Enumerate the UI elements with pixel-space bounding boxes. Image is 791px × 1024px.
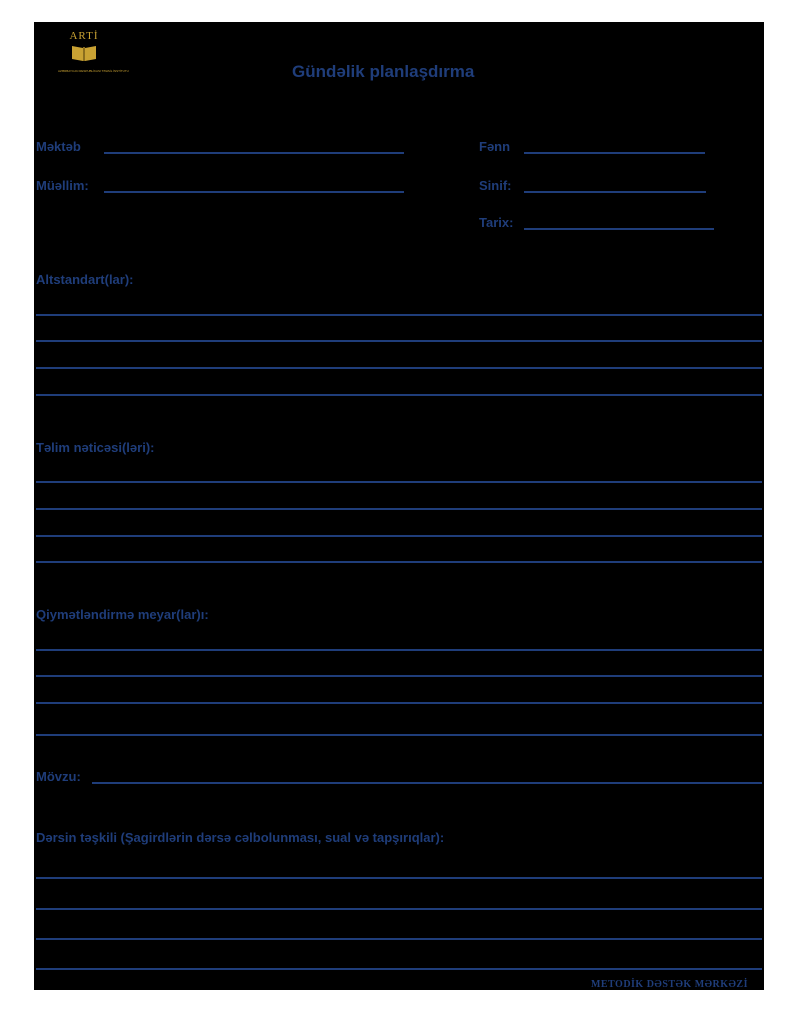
page-title: Gündəlik planlaşdırma: [292, 62, 475, 81]
learning-outcomes-label: Təlim nəticəsi(ləri):: [36, 440, 155, 455]
assessment-criteria-line[interactable]: [36, 675, 762, 677]
school-field[interactable]: [104, 152, 404, 154]
lesson-organization-line[interactable]: [36, 938, 762, 940]
learning-outcomes-line[interactable]: [36, 535, 762, 537]
logo-subtitle: AZƏRBAYCAN RESPUBLİKASI TƏHSİL İNSTİTUTU: [58, 69, 129, 73]
learning-outcomes-line[interactable]: [36, 481, 762, 483]
arti-logo: [58, 30, 129, 73]
subject-field[interactable]: [524, 152, 705, 154]
substandards-label: Altstandart(lar):: [36, 272, 134, 287]
open-book-icon: [71, 44, 97, 62]
substandards-line[interactable]: [36, 340, 762, 342]
topic-label: Mövzu:: [36, 769, 81, 784]
teacher-field[interactable]: [104, 191, 404, 193]
grade-field[interactable]: [524, 191, 706, 193]
school-label: Məktəb: [36, 139, 81, 154]
logo-text: ARTİ: [69, 30, 99, 42]
grade-label: Sinif:: [479, 178, 512, 193]
learning-outcomes-line[interactable]: [36, 508, 762, 510]
date-field[interactable]: [524, 228, 714, 230]
date-label: Tarix:: [479, 215, 514, 230]
lesson-organization-line[interactable]: [36, 968, 762, 970]
topic-field[interactable]: [92, 782, 762, 784]
teacher-label: Müəllim:: [36, 178, 89, 193]
lesson-organization-line[interactable]: [36, 908, 762, 910]
assessment-criteria-line[interactable]: [36, 702, 762, 704]
learning-outcomes-line[interactable]: [36, 561, 762, 563]
substandards-line[interactable]: [36, 394, 762, 396]
footer-text: METODİK DƏSTƏK MƏRKƏZİ: [590, 979, 748, 990]
lesson-organization-line[interactable]: [36, 877, 762, 879]
assessment-criteria-line[interactable]: [36, 734, 762, 736]
substandards-line[interactable]: [36, 367, 762, 369]
lesson-plan-page: [34, 22, 764, 990]
assessment-criteria-label: Qiymətləndirmə meyar(lar)ı:: [36, 607, 209, 622]
assessment-criteria-line[interactable]: [36, 649, 762, 651]
substandards-line[interactable]: [36, 314, 762, 316]
lesson-organization-label: Dərsin təşkili (Şagirdlərin dərsə cəlbolunması, sual və tapşırıqlar):: [36, 830, 445, 845]
subject-label: Fənn: [479, 139, 511, 154]
